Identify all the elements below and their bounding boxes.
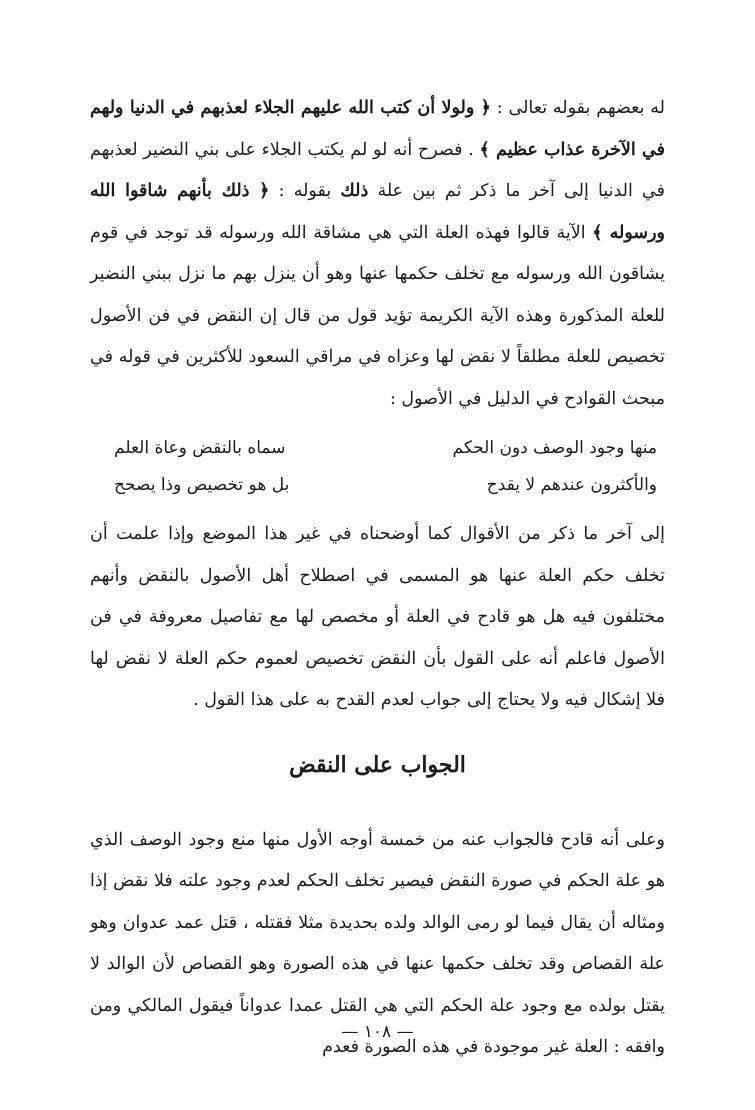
quran-quote: ﴿ ولولا أن كتب الله عليهم الجلاء لعذبهم في الدنيا ولهم في الآخرة عذاب عظيم ﴾ xyxy=(90,98,665,160)
paragraph-text: . فصرح أنه لو لم يكتب الجلاء على بني النضير لعذبهم في الدنيا إلى آخر ما ذكر ثم بين علة xyxy=(90,139,666,201)
verse-first-hemistich: والأكثرون عندهم لا يقدح xyxy=(486,475,657,495)
verse-line xyxy=(114,430,657,467)
paragraph-text: له بعضهم بقوله تعالى : xyxy=(490,98,665,118)
quran-quote: ﴿ ذلك بأنهم شاقوا الله ورسوله ﴾ xyxy=(90,181,665,243)
page-number: — ١٠٨ — xyxy=(341,1022,414,1042)
paragraph-text: بقوله : xyxy=(269,181,341,201)
section-heading: الجواب على النقض xyxy=(289,751,466,778)
paragraph-intro xyxy=(90,88,665,420)
poetry-verse xyxy=(114,430,657,504)
paragraph-text: الآية قالوا فهذه العلة التي هي مشاقة الله ورسوله قد توجد في قوم يشاقون الله ورسوله مع تخلف حكمها عنها وهو أن ينزل بهم ما نزل ببني النضير للعلة المذكورة وهذه الآية الكريمة تؤيد قول من قال إن النقض في فن الأصول تخصيص للعلة مطلقاً لا نقض لها وعزاه في مراقي السعود للأكثرين في قوله في مبحث القوادح في الدليل في الأصول : xyxy=(90,222,665,409)
quran-quote: ذلك xyxy=(340,181,369,201)
paragraph-explanation: إلى آخر ما ذكر من الأقوال كما أوضحناه في غير هذا الموضع وإذا علمت أن تخلف حكم العلة عنها هو المسمى في اصطلاح أهل الأصول بالنقض وأنهم مختلفون فيه هل هو قادح في العلة أو مخصص لها مع تفاصيل معروفة في فن الأصول فاعلم أنه على القول بأن النقض تخصيص لعموم حكم العلة لا نقض لها فلا إشكال فيه ولا يحتاج إلى جواب لعدم القدح به على هذا القول . xyxy=(90,524,665,710)
verse-line xyxy=(114,467,657,504)
verse-second-hemistich: بل هو تخصيص وذا يصحح xyxy=(114,475,290,495)
paragraph-answer: وعلى أنه قادح فالجواب عنه من خمسة أوجه الأول منها منع وجود الوصف الذي هو علة الحكم في صورة النقض فيصير تخلف الحكم لعدم وجود علته فلا نقض إذا ومثاله أن يقال فيما لو رمى الوالد ولده بحديدة مثلا فقتله ، قتل عمد عدوان وهو علة القصاص وقد تخلف حكمها عنها في هذه الصورة وهو القصاص لأن الوالد لا يقتل بولده مع وجود علة الحكم التي هي القتل عمدا عدواناً فيقول المالكي ومن وافقه : العلة غير موجودة في هذه الصورة فعدم xyxy=(90,829,665,1057)
verse-second-hemistich: سماه بالنقض وعاة العلم xyxy=(114,438,286,458)
verse-first-hemistich: منها وجود الوصف دون الحكم xyxy=(452,438,657,458)
